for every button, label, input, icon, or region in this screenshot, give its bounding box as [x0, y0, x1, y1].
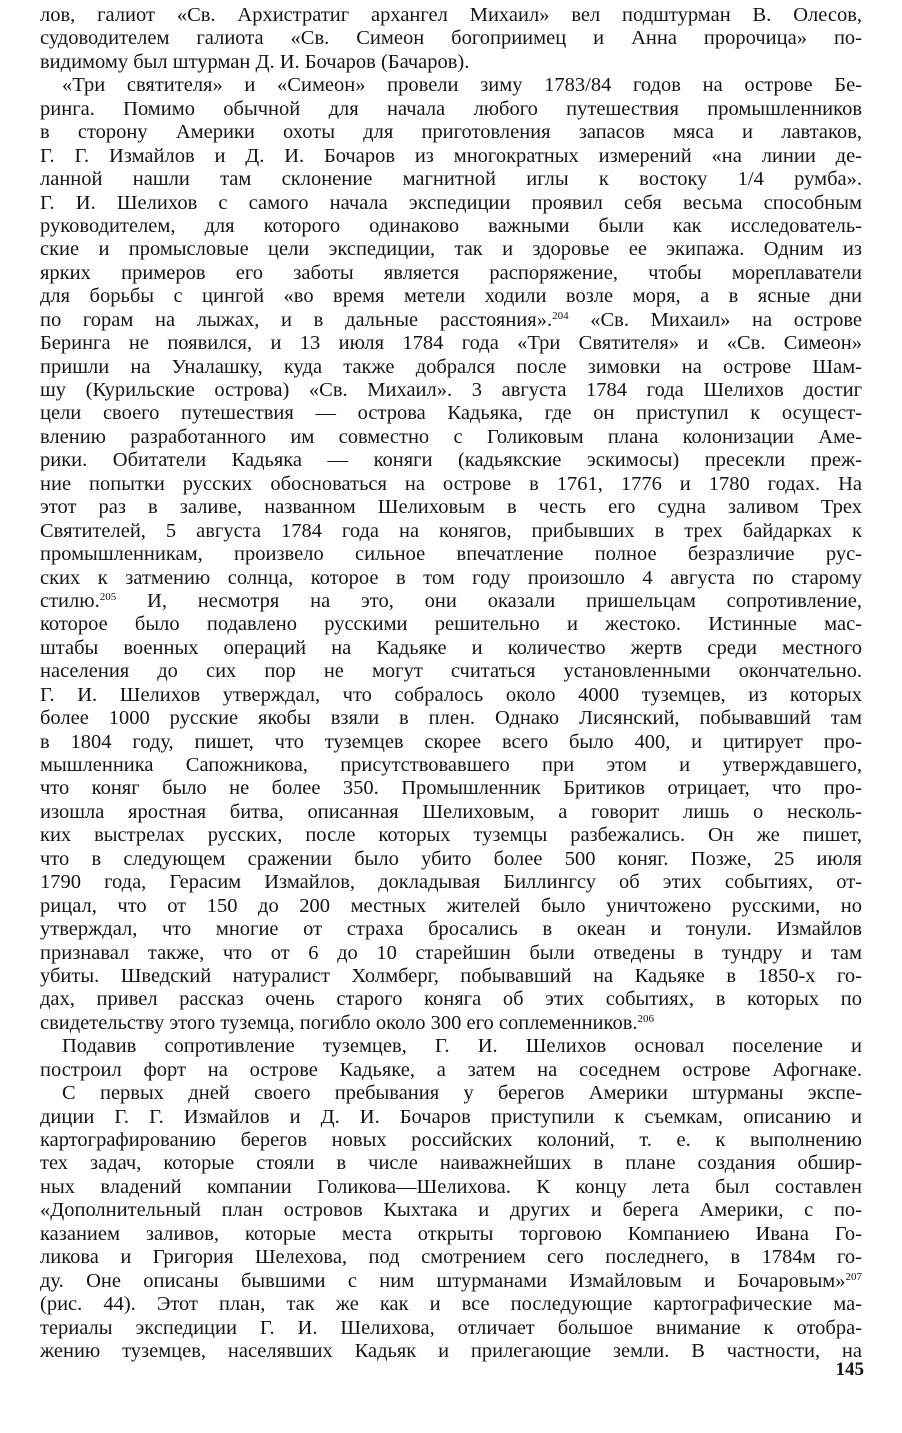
text-line — [40, 801, 862, 824]
text-line — [40, 1246, 862, 1269]
line-text: цели своего путешествия — острова Кадьяка, где он приступил к осущест- — [40, 402, 862, 425]
line-text: «Три святителя» и «Симеон» провели зиму 1783/84 годов на острове Бе- — [62, 74, 862, 97]
line-text: промышленникам, произвело сильное впечатление полное безразличие рус- — [40, 543, 862, 566]
line-text: влению разработанного им совместно с Голиковым плана колонизации Аме- — [40, 425, 862, 448]
line-text: Г. И. Шелихов с самого начала экспедиции проявил себя весьма способным — [40, 191, 862, 214]
paragraph-start-line — [40, 74, 862, 97]
text-line — [40, 777, 862, 800]
line-text: ланной нашли там склонение магнитной иглы к востоку 1/4 румба». — [40, 168, 862, 191]
text-line — [40, 449, 862, 472]
text-line — [40, 426, 862, 449]
text-line — [40, 1059, 862, 1082]
line-text: С первых дней своего пребывания у берегов Америки штурманы экспе- — [62, 1082, 862, 1105]
text-line — [40, 824, 862, 847]
text-line — [40, 965, 862, 988]
line-text: штабы военных операций на Кадьяке и количество жертв среди местного — [40, 636, 862, 659]
text-line — [40, 684, 862, 707]
text-line — [40, 192, 862, 215]
paragraph-start-line — [40, 1035, 862, 1058]
line-text: ние попытки русских обосноваться на острове в 1761, 1776 и 1780 годах. На — [40, 472, 862, 495]
line-text: тех задач, которые стояли в числе наиважнейших в плане создания обшир- — [40, 1152, 862, 1175]
text-line — [40, 1012, 862, 1035]
line-text: Г. И. Шелихов утверждал, что собралось около 4000 туземцев, из которых — [40, 683, 862, 706]
line-text: в сторону Америки охоты для приготовления запасов мяса и лавтаков, — [40, 121, 862, 144]
text-line — [40, 918, 862, 941]
text-line — [40, 754, 862, 777]
text-line — [40, 145, 862, 168]
line-text: Беринга не появился, и 13 июля 1784 года «Три Святителя» и «Св. Симеон» — [40, 332, 862, 355]
line-text: мышленника Сапожникова, присутствовавшего при этом и утверждавшего, — [40, 754, 862, 776]
footnote-ref: 206 — [637, 1012, 654, 1025]
line-text: изошла яростная битва, описанная Шелиховым, а говорит лишь о несколь- — [40, 800, 862, 823]
text-line — [40, 1129, 862, 1152]
line-text: И, несмотря на это, они оказали пришельцам сопротивление, — [116, 589, 862, 612]
text-line — [40, 637, 862, 660]
line-text: 1790 года, Герасим Измайлов, докладывая Биллингсу об этих событиях, от- — [40, 871, 862, 894]
text-line — [40, 871, 862, 894]
text-line — [40, 1176, 862, 1199]
line-text: в 1804 году, пишет, что туземцев скорее всего было 400, и цитирует про- — [40, 730, 862, 753]
text-line — [40, 262, 862, 285]
text-line — [40, 520, 862, 543]
line-text: лов, галиот «Св. Архистратиг архангел Михаил» вел подштурман В. Олесов, — [40, 4, 862, 26]
line-text: стилю. — [40, 589, 100, 612]
line-text: казанием заливов, которые места открыты торговою Компаниею Ивана Го- — [40, 1222, 862, 1245]
line-text: шу (Курильские острова) «Св. Михаил». 3 августа 1784 года Шелихов достиг — [40, 379, 862, 401]
footnote-ref: 204 — [552, 309, 569, 322]
line-text: свидетельству этого туземца, погибло около 300 его соплеменников. — [40, 1011, 638, 1034]
line-text: рики. Обитатели Кадьяка — коняги (кадьякские эскимосы) пресекли преж- — [40, 449, 862, 472]
line-text: дах, привел рассказ очень старого коняга об этих событиях, в которых по — [40, 988, 862, 1011]
line-text: по горам на лыжах, и в дальные расстояния». — [40, 308, 553, 331]
line-text: рицал, что от 150 до 200 местных жителей было уничтожено русскими, но — [40, 894, 862, 917]
line-text: (рис. 44). Этот план, так же как и все последующие картографические ма- — [40, 1293, 862, 1316]
text-line — [40, 1199, 862, 1222]
line-text: ских к затмению солнца, которое в том году произошло 4 августа по старому — [40, 566, 862, 589]
text-line — [40, 1340, 862, 1363]
line-text: ские и промысловые цели экспедиции, так и здоровье ее экипажа. Одним из — [40, 238, 862, 261]
line-text: Подавив сопротивление туземцев, Г. И. Шелихов основал поселение и — [62, 1035, 862, 1058]
text-line — [40, 942, 862, 965]
line-text: для борьбы с цингой «во время метели ходили возле моря, а в ясные дни — [40, 285, 862, 308]
text-line — [40, 1270, 862, 1293]
text-line — [40, 356, 862, 379]
text-line — [40, 285, 862, 308]
text-line — [40, 1152, 862, 1175]
line-text: ных владений компании Голикова—Шелихова. К концу лета был составлен — [40, 1175, 862, 1198]
line-text: ликова и Григория Шелехова, под смотрением сего последнего, в 1784м го- — [40, 1246, 862, 1269]
text-line — [40, 98, 862, 121]
text-line — [40, 848, 862, 871]
text-line — [40, 402, 862, 425]
line-text: руководителем, для которого одинаково важными были как исследователь- — [40, 214, 862, 237]
line-text: ринга. Помимо обычной для начала любого путешествия промышленников — [40, 97, 862, 120]
text-line — [40, 707, 862, 730]
text-line — [40, 473, 862, 496]
line-text: Г. Г. Измайлов и Д. И. Бочаров из многократных измерений «на линии де- — [40, 144, 862, 167]
line-text: построил форт на острове Кадьяке, а затем на соседнем острове Афогнаке. — [40, 1058, 862, 1081]
line-text: более 1000 русские якобы взяли в плен. Однако Лисянский, побывавший там — [40, 707, 862, 730]
line-text: этот раз в заливе, названном Шелиховым в честь его судна заливом Трех — [40, 496, 862, 519]
text-line — [40, 660, 862, 683]
text-line — [40, 4, 862, 27]
line-text: что коняг было не более 350. Промышленник Бритиков отрицает, что про- — [40, 777, 862, 800]
line-text: ярких примеров его заботы является распоряжение, чтобы мореплаватели — [40, 261, 862, 284]
line-text: утверждал, что многие от страха бросались в океан и тонули. Измайлов — [40, 918, 862, 941]
footnote-ref: 205 — [99, 590, 117, 603]
text-line — [40, 731, 862, 754]
line-text: териалы экспедиции Г. И. Шелихова, отличает большое внимание к отобра- — [40, 1316, 862, 1339]
line-text: судоводителем галиота «Св. Симеон богоприимец и Анна пророчица» по- — [40, 27, 862, 50]
text-line — [40, 613, 862, 636]
book-page-text — [40, 4, 862, 1363]
text-line — [40, 567, 862, 590]
text-line — [40, 496, 862, 519]
text-line — [40, 332, 862, 355]
line-text: «Св. Михаил» на острове — [568, 308, 862, 331]
line-text: убиты. Шведский натуралист Холмберг, побывавший на Кадьяке в 1850-х го- — [40, 964, 862, 987]
line-text: которое было подавлено русскими решительно и жестоко. Истинные мас- — [40, 613, 862, 636]
line-text: картографированию берегов новых российских колоний, т. е. к выполнению — [40, 1129, 862, 1151]
line-text: что в следующем сражении было убито более 500 коняг. Позже, 25 июля — [40, 847, 862, 870]
line-text: ких выстрелах русских, после которых туземцы разбежались. Он же пишет, — [40, 824, 862, 847]
text-line — [40, 543, 862, 566]
line-text: «Дополнительный план островов Кыхтака и других и берега Америки, с по- — [40, 1199, 862, 1222]
line-text: признавал также, что от 6 до 10 старейшин были отведены в тундру и там — [40, 941, 862, 964]
text-line — [40, 238, 862, 261]
text-line — [40, 988, 862, 1011]
page-number: 145 — [835, 1359, 864, 1380]
line-text: диции Г. Г. Измайлов и Д. И. Бочаров приступили к съемкам, описанию и — [40, 1105, 862, 1128]
paragraph-start-line — [40, 1082, 862, 1105]
text-line — [40, 1293, 862, 1316]
text-line — [40, 27, 862, 50]
text-line — [40, 590, 862, 613]
text-line — [40, 215, 862, 238]
text-line — [40, 895, 862, 918]
footnote-ref: 207 — [845, 1270, 862, 1283]
line-text: населения до сих пор не могут считаться установленными окончательно. — [40, 660, 862, 683]
text-line — [40, 168, 862, 191]
line-text: видимому был штурман Д. И. Бочаров (Бачаров). — [40, 50, 470, 73]
text-line — [40, 121, 862, 144]
line-text: ду. Оне описаны бывшими с ним штурманами Измайловым и Бочаровым» — [40, 1269, 846, 1292]
text-line — [40, 1317, 862, 1340]
line-text: пришли на Уналашку, куда также добрался после зимовки на острове Шам- — [40, 355, 862, 378]
text-line — [40, 379, 862, 402]
text-line — [40, 51, 862, 74]
text-line — [40, 1106, 862, 1129]
line-text: жению туземцев, населявших Кадьяк и прилегающие земли. В частности, на — [40, 1339, 862, 1362]
text-line — [40, 309, 862, 332]
line-text: Святителей, 5 августа 1784 года на конягов, прибывших в трех байдарках к — [40, 519, 862, 542]
text-line — [40, 1223, 862, 1246]
